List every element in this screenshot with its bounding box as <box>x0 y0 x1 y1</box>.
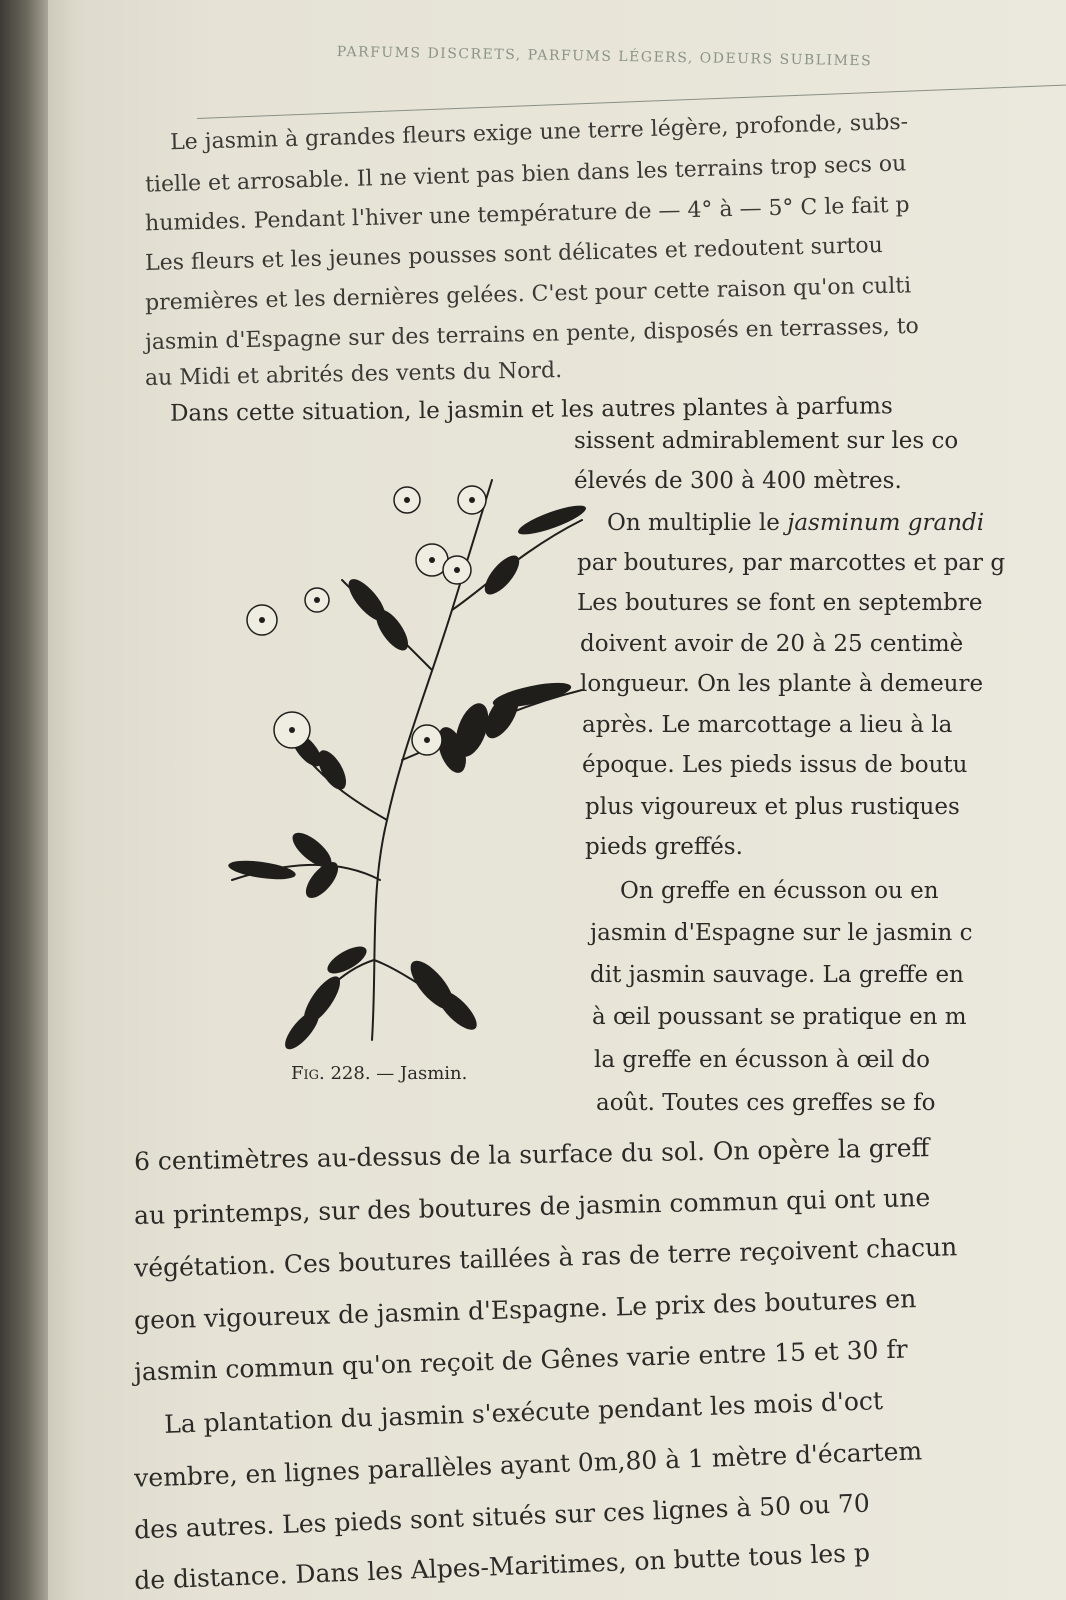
running-head: PARFUMS DISCRETS, PARFUMS LÉGERS, ODEURS SUBLIMES <box>336 44 873 70</box>
text-line: à œil poussant se pratique en m <box>592 1004 967 1030</box>
text-fragment: On multiplie le <box>607 510 788 536</box>
text-line <box>607 510 984 536</box>
book-page <box>52 0 1066 1600</box>
text-line: des autres. Les pieds sont situés sur ces lignes à 50 ou 70 <box>133 1488 871 1545</box>
text-line: la greffe en écusson à œil do <box>594 1047 930 1073</box>
text-line: vembre, en lignes parallèles ayant 0m,80 à 1 mètre d'écartem <box>133 1436 923 1493</box>
caption-dash: — <box>376 1063 395 1084</box>
text-line: Les boutures se font en septembre <box>577 590 983 616</box>
text-line: geon vigoureux de jasmin d'Espagne. Le prix des boutures en <box>133 1284 917 1335</box>
jasmine-illustration <box>202 440 602 1060</box>
caption-label: Fig. <box>291 1063 325 1084</box>
text-line: époque. Les pieds issus de boutu <box>582 752 968 778</box>
text-line: On greffe en écusson ou en <box>620 878 939 904</box>
text-line: La plantation du jasmin s'exécute pendant les mois d'oct <box>163 1386 884 1439</box>
figure-caption <box>291 1063 467 1084</box>
italic-term: jasminum grandi <box>787 510 985 536</box>
text-line: doivent avoir de 20 à 25 centimè <box>580 631 964 657</box>
text-line: dit jasmin sauvage. La greffe en <box>590 962 964 988</box>
text-line: Le jasmin à grandes fleurs exige une terre légère, profonde, subs- <box>169 109 909 156</box>
text-line: végétation. Ces boutures taillées à ras de terre reçoivent chacun <box>133 1232 958 1283</box>
text-line: 6 centimètres au-dessus de la surface du sol. On opère la greff <box>133 1133 930 1176</box>
caption-number: 228. <box>330 1063 371 1084</box>
text-line: de distance. Dans les Alpes-Maritimes, on butte tous les p <box>133 1537 871 1596</box>
text-line: août. Toutes ces greffes se fo <box>596 1090 936 1116</box>
text-line: longueur. On les plante à demeure <box>580 671 984 697</box>
book-binding <box>0 0 48 1600</box>
text-line: pieds greffés. <box>585 834 743 860</box>
text-line: Les fleurs et les jeunes pousses sont délicates et redoutent surtou <box>144 232 884 277</box>
text-line: par boutures, par marcottes et par g <box>577 550 1006 576</box>
text-line: jasmin commun qu'on reçoit de Gênes varie entre 15 et 30 fr <box>133 1334 909 1387</box>
text-line: jasmin d'Espagne sur le jasmin c <box>590 920 973 946</box>
text-line: sissent admirablement sur les co <box>574 428 959 454</box>
header-rule <box>197 82 1066 119</box>
text-line: au Midi et abrités des vents du Nord. <box>144 357 563 392</box>
text-line: plus vigoureux et plus rustiques <box>585 794 960 820</box>
caption-title: Jasmin. <box>400 1063 468 1084</box>
text-line: au printemps, sur des boutures de jasmin commun qui ont une <box>133 1182 931 1231</box>
text-line: Dans cette situation, le jasmin et les autres plantes à parfums <box>169 393 893 427</box>
text-line: élevés de 300 à 400 mètres. <box>574 468 902 494</box>
text-line: jasmin d'Espagne sur des terrains en pente, disposés en terrasses, to <box>144 313 920 356</box>
text-line: humides. Pendant l'hiver une température de — 4° à — 5° C le fait p <box>144 192 910 237</box>
text-line: premières et les dernières gelées. C'est pour cette raison qu'on culti <box>144 273 912 316</box>
text-line: après. Le marcottage a lieu à la <box>582 712 953 738</box>
text-line: tielle et arrosable. Il ne vient pas bien dans les terrains trop secs ou <box>144 151 907 198</box>
